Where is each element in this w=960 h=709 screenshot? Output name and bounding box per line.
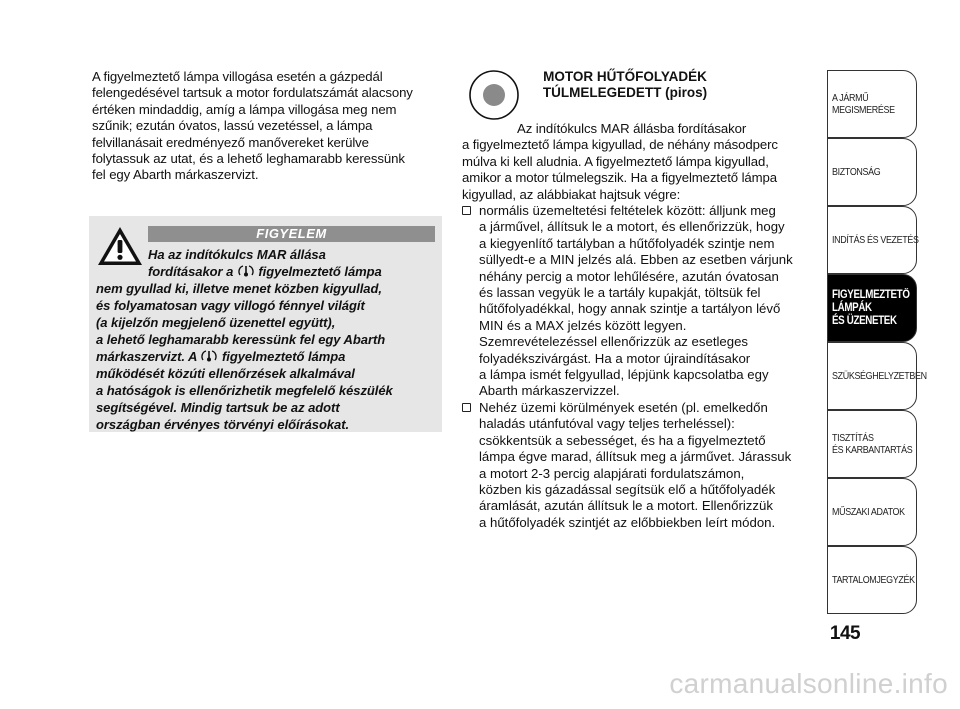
checkbox-bullet-icon xyxy=(462,206,471,215)
warning-line: és folyamatosan vagy villogó fénnyel világít xyxy=(96,298,365,313)
warning-line: (a kijelzőn megjelenő üzenettel együtt), xyxy=(96,315,336,330)
thermometer-icon xyxy=(237,264,255,278)
warning-line: a lehető leghamarabb keressünk fel egy Abarth xyxy=(96,332,386,347)
tab-szukseghelyzetben[interactable] xyxy=(827,342,927,410)
list-line: áramlását, azután állítsuk le a motort. Ellenőrizzük xyxy=(479,498,773,514)
tab-tartalomjegyzek[interactable] xyxy=(827,546,917,614)
section-title-line: TÚLMELEGEDETT (piros) xyxy=(542,85,708,100)
intro-line: folytassuk az utat, és a lehető leghamarabb keressünk xyxy=(92,151,405,167)
list-item-text xyxy=(479,400,812,531)
list-line: néhány percig a motor lehűlésére, azután óvatosan xyxy=(479,268,779,284)
list-line: MIN és a MAX jelzés között legyen. xyxy=(479,317,687,333)
warning-line: Ha az indítókulcs MAR állása xyxy=(148,247,326,262)
tab-label: INDÍTÁS ÉS VEZETÉS xyxy=(832,234,919,246)
list-line: hűtőfolyadékkal, hogy annak szintje a tartályon lévő xyxy=(479,301,781,317)
section-title xyxy=(505,69,745,101)
warning-triangle-icon xyxy=(96,224,144,268)
intro-line: szűnik; ezután óvatos, lassú vezetéssel, a lámpa xyxy=(92,118,373,134)
coolant-intro-line: Az indítókulcs MAR állásba fordításakor xyxy=(517,121,747,136)
tab-label: MEGISMERÉSE xyxy=(832,104,895,116)
tab-tisztitas-es-karbantartas[interactable] xyxy=(827,410,917,478)
warning-line: a hatóságok is ellenőrizhetik megfelelő készülék xyxy=(96,383,393,398)
section-title-line: MOTOR HŰTŐFOLYADÉK xyxy=(543,69,707,84)
tab-label: ÉS KARBANTARTÁS xyxy=(832,444,913,456)
list-line: normális üzemeltetési feltételek között: álljunk meg xyxy=(479,203,776,218)
list-line: lámpa égve marad, állítsuk meg a járművet. Járassuk xyxy=(479,449,792,465)
intro-line: értéken mindaddig, amíg a lámpa villogása meg nem xyxy=(92,101,397,117)
page-number: 145 xyxy=(829,623,861,644)
warning-line-part: fordításakor a xyxy=(148,264,234,279)
list-item xyxy=(462,400,812,531)
warning-line-part: figyelmeztető lámpa xyxy=(258,264,382,279)
warning-line xyxy=(96,348,345,365)
warning-line: országban érvényes törvényi előírásokat. xyxy=(96,417,350,432)
tab-label: FIGYELMEZTETŐ xyxy=(832,288,910,301)
tab-figyelmezteto-lampak[interactable] xyxy=(827,274,917,342)
warning-line xyxy=(148,263,382,280)
list-line: Abarth márkaszervizzel. xyxy=(479,383,620,399)
list-line: közben kis gázadással segítsük elő a hűtőfolyadék xyxy=(479,482,776,498)
list-line: a hűtőfolyadék szintjét az előbbiekben leírt módon. xyxy=(479,514,776,530)
tab-label: SZÜKSÉGHELYZETBEN xyxy=(832,370,927,382)
warning-line: működését közúti ellenőrzések alkalmával xyxy=(96,366,355,381)
coolant-intro-line: múlva ki kell aludnia. A figyelmeztető lámpa kigyullad, xyxy=(462,153,769,169)
list-line: Szemrevételezéssel ellenőrizzük az esetleges xyxy=(479,334,749,350)
warning-title: FIGYELEM xyxy=(148,226,435,242)
list-line: csökkentsük a sebességet, és ha a figyelmeztető xyxy=(479,432,766,448)
warning-line-part: márkaszervizt. A xyxy=(96,349,197,364)
list-line: folyadékszivárgást. Ha a motor újraindításakor xyxy=(479,350,751,366)
tab-muszaki-adatok[interactable] xyxy=(827,478,917,546)
tab-label: BIZTONSÁG xyxy=(832,166,881,178)
tab-label: TISZTÍTÁS xyxy=(832,432,874,444)
list-line: a lámpa ismét felgyullad, lépjünk kapcsolatba egy xyxy=(479,367,769,383)
coolant-intro-line: kigyullad, az alábbiakat hajtsuk végre: xyxy=(462,186,681,202)
tab-label: LÁMPÁK xyxy=(832,301,872,314)
tab-label: A JÁRMŰ xyxy=(832,92,869,104)
list-line: a kiegyenlítő tartályban a hűtőfolyadék szintje nem xyxy=(479,235,775,251)
coolant-intro-line: a figyelmeztető lámpa kigyullad, de néhány másodperc xyxy=(462,137,778,153)
warning-line: segítségével. Mindig tartsuk be az adott xyxy=(96,400,340,415)
intro-line: A figyelmeztető lámpa villogása esetén a gázpedál xyxy=(92,69,383,84)
list-line: süllyedt-e a MIN jelzés alá. Ebben az esetben várjunk xyxy=(479,252,793,268)
list-line: a járművel, állítsuk le a motort, és ellenőrizzük, hogy xyxy=(479,219,785,235)
watermark: carmanualsonline.info xyxy=(669,668,948,699)
coolant-intro-line: amikor a motor túlmelegszik. Ha a figyelmeztető lámpa xyxy=(462,170,777,186)
warning-line: nem gyullad ki, illetve menet közben kigyullad, xyxy=(96,281,382,296)
list-line: Nehéz üzemi körülmények esetén (pl. emelkedőn xyxy=(479,400,768,415)
list-item xyxy=(462,203,812,400)
tab-biztonsag[interactable] xyxy=(827,138,917,206)
list-line: haladás utánfutóval vagy teljes terheléssel): xyxy=(479,416,735,432)
intro-paragraph xyxy=(92,69,442,184)
tab-inditas-es-vezetes[interactable] xyxy=(827,206,917,274)
tab-label: TARTALOMJEGYZÉK xyxy=(832,574,915,586)
warning-line-part: figyelmeztető lámpa xyxy=(221,349,346,364)
checkbox-bullet-icon xyxy=(462,403,471,412)
list-item-text xyxy=(479,203,812,400)
tab-label: ÉS ÜZENETEK xyxy=(832,314,897,327)
tab-jarmu-megismerese[interactable] xyxy=(827,70,917,138)
coolant-intro xyxy=(462,121,807,203)
intro-line: felengedésével tartsuk a motor fordulatszámát alacsony xyxy=(92,85,413,101)
thermometer-icon xyxy=(200,349,218,363)
list-line: a motort 2-3 percig alapjárati fordulatszámon, xyxy=(479,465,745,481)
tab-label: MŰSZAKI ADATOK xyxy=(832,506,905,518)
list-line: és lassan vegyük le a tartály kupakját, töltsük fel xyxy=(479,285,761,301)
intro-line: felvillanásait eredményező manővereket kerülve xyxy=(92,134,369,150)
intro-line: fel egy Abarth márkaszervizt. xyxy=(92,167,259,183)
